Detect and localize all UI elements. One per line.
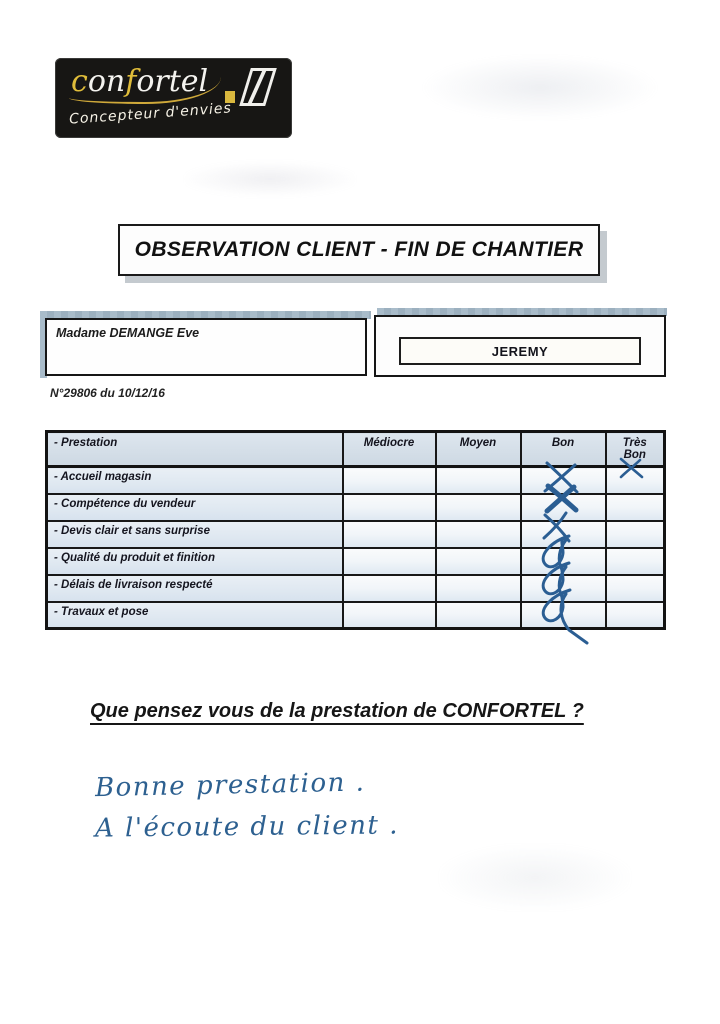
cell-tres-bon [606,602,665,629]
cell-moyen [436,602,521,629]
logo-letter: c [71,64,88,99]
cell-bon [521,467,606,494]
row-label: - Travaux et pose [47,602,343,629]
column-header-mediocre: Médiocre [343,432,436,467]
logo-wordmark [71,64,208,99]
cell-moyen [436,494,521,521]
column-header-prestation: - Prestation [47,432,343,467]
row-label: - Qualité du produit et finition [47,548,343,575]
cell-moyen [436,467,521,494]
advisor-box [374,315,666,377]
cell-tres-bon [606,494,665,521]
cell-bon [521,548,606,575]
cell-mediocre [343,494,436,521]
cell-mediocre [343,575,436,602]
scan-artifact [440,845,630,910]
row-label: - Devis clair et sans surprise [47,521,343,548]
logo-slash-icon [239,68,277,106]
ratings-table [45,430,666,630]
table-row [47,575,665,602]
cell-bon [521,575,606,602]
logo-tagline: Concepteur d'envies [68,100,233,128]
row-label: - Délais de livraison respecté [47,575,343,602]
handwritten-line: A l'écoute du client . [94,810,400,844]
client-name-box [45,318,367,376]
scan-artifact [420,55,660,120]
column-header-bon: Bon [521,432,606,467]
table-row [47,494,665,521]
column-header-tres-bon: Très Bon [606,432,665,467]
logo-letters: ortel [136,64,209,99]
cell-bon [521,602,606,629]
cell-moyen [436,521,521,548]
column-header-moyen: Moyen [436,432,521,467]
table-row [47,602,665,629]
table-header-row [47,432,665,467]
cell-mediocre [343,602,436,629]
cell-tres-bon [606,467,665,494]
cell-tres-bon [606,521,665,548]
order-reference: N°29806 du 10/12/16 [50,386,165,400]
client-name: Madame DEMANGE Eve [56,326,200,340]
cell-tres-bon [606,548,665,575]
cell-mediocre [343,521,436,548]
scan-artifact [185,162,355,196]
cell-mediocre [343,467,436,494]
cell-tres-bon [606,575,665,602]
logo-letters: on [87,64,126,99]
cell-moyen [436,575,521,602]
confortel-logo [55,58,292,138]
advisor-name-field [399,337,641,365]
cell-bon [521,494,606,521]
document-title: OBSERVATION CLIENT - FIN DE CHANTIER [134,238,584,261]
advisor-name: JEREMY [491,343,549,359]
handwritten-line: Bonne prestation . [94,767,366,804]
cell-mediocre [343,548,436,575]
row-label: - Compétence du vendeur [47,494,343,521]
row-label: - Accueil magasin [47,467,343,494]
question-heading: Que pensez vous de la prestation de CONFORTEL ? [90,700,584,722]
cell-bon [521,521,606,548]
cell-moyen [436,548,521,575]
logo-letter: f [125,64,137,99]
table-row [47,467,665,494]
document-title-banner [118,224,600,276]
table-row [47,548,665,575]
handwritten-answer [94,767,400,844]
table-row [47,521,665,548]
